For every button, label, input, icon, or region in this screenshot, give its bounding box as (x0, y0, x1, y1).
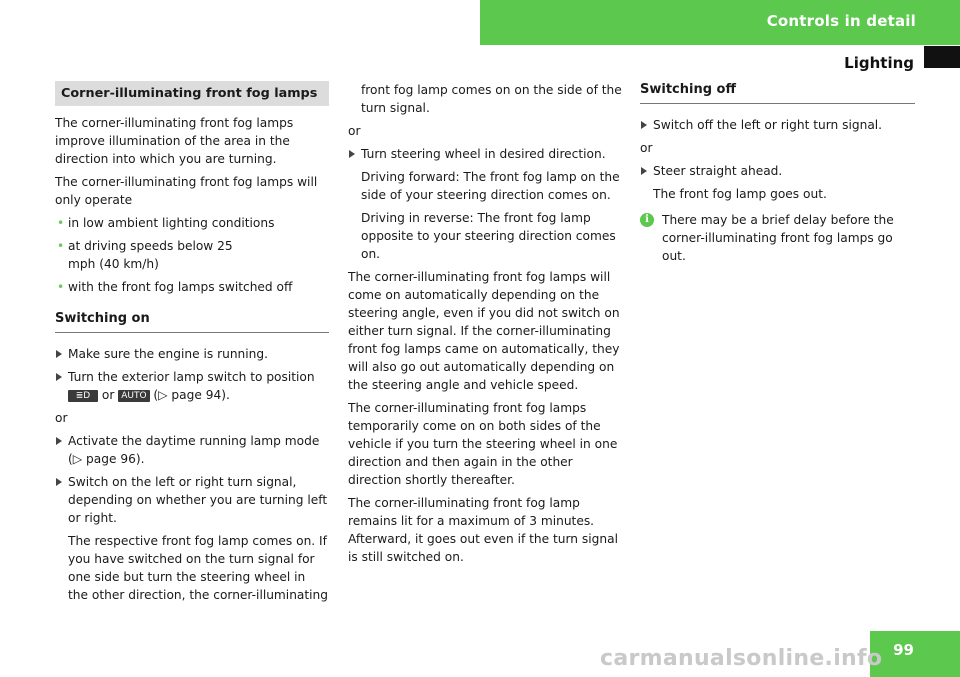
column-3 (640, 81, 915, 265)
page-number-box (870, 631, 960, 677)
instruction-step: Switch off the left or right turn signal. (640, 116, 915, 134)
column-1 (55, 81, 329, 609)
step-result: Driving forward: The front fog lamp on the side of your steering direction comes on. (361, 170, 620, 202)
step-arrow-icon (641, 121, 647, 129)
or-separator: or (55, 411, 68, 425)
auto-icon: AUTO (118, 390, 149, 402)
section-tab-marker (924, 46, 960, 68)
instruction-step: Turn the exterior lamp switch to position ≣D or AUTO (▷ page 94). (55, 368, 329, 404)
watermark: carmanualsonline.info (600, 646, 883, 671)
bullet-icon: • (57, 239, 65, 253)
column-2 (348, 81, 624, 571)
conditions-intro: The corner-illuminating front fog lamps will only operate (55, 175, 318, 207)
step-arrow-icon (349, 150, 355, 158)
body-paragraph: The corner-illuminating front fog lamps temporarily come on on both sides of the vehicle if you turn the steering wheel in one direction and then again in the other direction shortly thereafter. (348, 401, 618, 487)
body-paragraph: The corner-illuminating front fog lamp remains lit for a maximum of 3 minutes. Afterward, it goes out even if the turn signal is still switched on. (348, 496, 618, 564)
switching-off-heading: Switching off (640, 81, 915, 104)
low-beam-headlamp-icon: ≣D (68, 390, 98, 402)
step-result: The front fog lamp goes out. (653, 187, 827, 201)
or-separator: or (348, 124, 361, 138)
section-heading: Corner-illuminating front fog lamps (55, 81, 329, 106)
instruction-step: Switch on the left or right turn signal, depending on whether you are turning left or right. (55, 473, 329, 527)
step-arrow-icon (56, 350, 62, 358)
list-item: • with the front fog lamps switched off (57, 280, 293, 294)
step-arrow-icon (56, 373, 62, 381)
bullet-icon: • (57, 280, 65, 294)
chapter-title: Controls in detail (766, 12, 916, 30)
step-result: The respective front fog lamp comes on. If you have switched on the turn signal for one side but turn the steering wheel in the other direction, the corner-illuminating (68, 534, 329, 602)
instruction-step: Steer straight ahead. (640, 162, 915, 180)
step-arrow-icon (56, 437, 62, 445)
section-title: Lighting (844, 54, 914, 72)
step-arrow-icon (641, 167, 647, 175)
list-item: • in low ambient lighting conditions (57, 216, 275, 230)
list-item: • at driving speeds below 25 mph (40 km/h) (57, 239, 233, 271)
switching-on-heading: Switching on (55, 310, 329, 333)
instruction-step: Turn steering wheel in desired direction. (348, 145, 624, 163)
or-separator: or (640, 141, 653, 155)
continued-text: front fog lamp comes on on the side of the turn signal. (361, 83, 622, 115)
intro-paragraph: The corner-illuminating front fog lamps improve illumination of the area in the direction into which you are turning. (55, 116, 294, 166)
body-paragraph: The corner-illuminating front fog lamps will come on automatically depending on the steering angle, even if you did not switch on either turn signal. If the corner-illuminating front fog lamps came on automatically, they will also go out automatically depending on the steering angle and vehicle speed. (348, 270, 620, 392)
instruction-step: Activate the daytime running lamp mode (▷ page 96). (55, 432, 329, 468)
info-icon: i (640, 213, 654, 227)
bullet-icon: • (57, 216, 65, 230)
step-arrow-icon (56, 478, 62, 486)
instruction-step: Make sure the engine is running. (55, 345, 329, 363)
page-number: 99 (893, 641, 914, 659)
step-result: Driving in reverse: The front fog lamp opposite to your steering direction comes on. (361, 211, 616, 261)
info-note: i There may be a brief delay before the corner-illuminating front fog lamps go out. (640, 211, 915, 265)
